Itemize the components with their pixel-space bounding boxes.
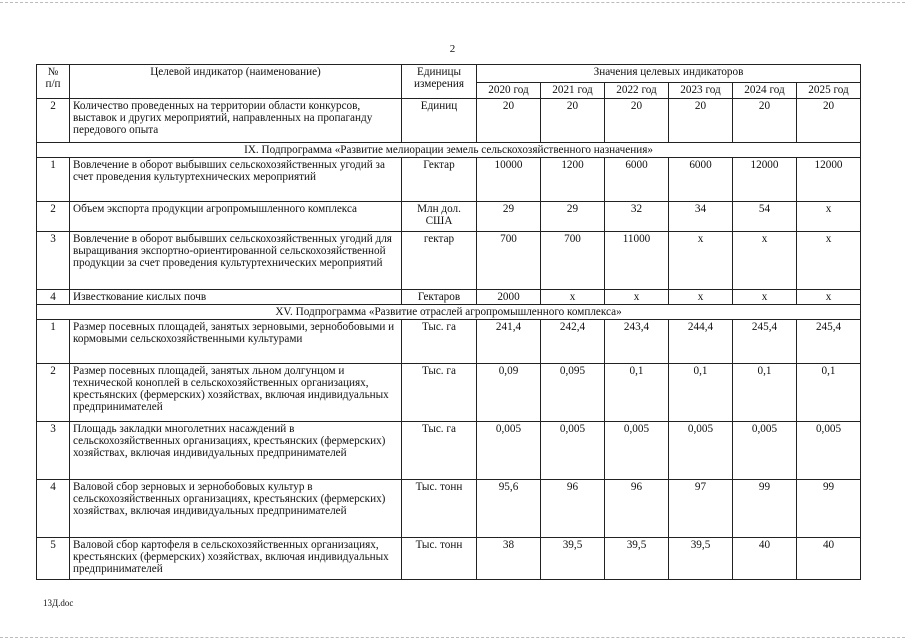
- table-row: [37, 538, 861, 580]
- table-row: [37, 480, 861, 538]
- value-cell: 99: [733, 480, 797, 538]
- indicators-table: [36, 64, 861, 580]
- value-cell: х: [605, 290, 669, 305]
- table-row: [37, 202, 861, 232]
- value-cell: 11000: [605, 232, 669, 290]
- value-cell: 20: [797, 99, 861, 143]
- value-cell: 40: [733, 538, 797, 580]
- scan-edge-top: [0, 2, 905, 3]
- value-cell: 38: [477, 538, 541, 580]
- value-cell: 6000: [669, 158, 733, 202]
- row-number: 2: [37, 202, 70, 232]
- value-cell: 0,095: [541, 364, 605, 422]
- value-cell: 10000: [477, 158, 541, 202]
- unit-cell: Тыс. га: [402, 422, 477, 480]
- value-cell: 0,1: [733, 364, 797, 422]
- value-cell: 700: [477, 232, 541, 290]
- value-cell: х: [541, 290, 605, 305]
- page-number: 2: [449, 43, 456, 55]
- value-cell: х: [669, 232, 733, 290]
- header-values: Значения целевых индикаторов: [477, 65, 861, 83]
- value-cell: 12000: [797, 158, 861, 202]
- value-cell: 0,1: [797, 364, 861, 422]
- row-number: 3: [37, 422, 70, 480]
- table-row: [37, 158, 861, 202]
- value-cell: 0,09: [477, 364, 541, 422]
- unit-cell: Гектаров: [402, 290, 477, 305]
- value-cell: 0,005: [477, 422, 541, 480]
- value-cell: 0,005: [541, 422, 605, 480]
- unit-cell: Гектар: [402, 158, 477, 202]
- indicator-name: Известкование кислых почв: [70, 290, 402, 305]
- table-row: [37, 99, 861, 143]
- unit-cell: Млн дол. США: [402, 202, 477, 232]
- table-row: [37, 232, 861, 290]
- section-title: IX. Подпрограмма «Развитие мелиорации земель сельскохозяйственного назначения»: [37, 143, 861, 158]
- value-cell: 20: [669, 99, 733, 143]
- header-year: 2024 год: [733, 83, 797, 99]
- header-year: 2025 год: [797, 83, 861, 99]
- indicator-name: Валовой сбор зерновых и зернобобовых культур в сельскохозяйственных организациях, крестьянских (фермерских) хозяйствах, включая индивидуальных предпринимателей: [70, 480, 402, 538]
- scan-edge-bottom: [0, 637, 905, 638]
- header-unit: Единицы измерения: [402, 65, 477, 99]
- unit-cell: Тыс. га: [402, 364, 477, 422]
- header-year: 2020 год: [477, 83, 541, 99]
- value-cell: 96: [541, 480, 605, 538]
- value-cell: х: [669, 290, 733, 305]
- value-cell: 39,5: [541, 538, 605, 580]
- section-title: XV. Подпрограмма «Развитие отраслей агропромышленного комплекса»: [37, 305, 861, 320]
- header-num: № п/п: [37, 65, 70, 99]
- unit-cell: Единиц: [402, 99, 477, 143]
- table-row: [37, 320, 861, 364]
- value-cell: 32: [605, 202, 669, 232]
- value-cell: 6000: [605, 158, 669, 202]
- indicator-name: Размер посевных площадей, занятых зерновыми, зернобобовыми и кормовыми сельскохозяйственными культурами: [70, 320, 402, 364]
- value-cell: 97: [669, 480, 733, 538]
- value-cell: 12000: [733, 158, 797, 202]
- value-cell: 0,005: [605, 422, 669, 480]
- value-cell: 243,4: [605, 320, 669, 364]
- row-number: 2: [37, 99, 70, 143]
- value-cell: 39,5: [669, 538, 733, 580]
- unit-cell: гектар: [402, 232, 477, 290]
- value-cell: 0,005: [669, 422, 733, 480]
- value-cell: 29: [541, 202, 605, 232]
- header-name: Целевой индикатор (наименование): [70, 65, 402, 99]
- value-cell: 0,005: [797, 422, 861, 480]
- value-cell: 2000: [477, 290, 541, 305]
- table-row: [37, 290, 861, 305]
- header-year: 2022 год: [605, 83, 669, 99]
- value-cell: 0,1: [669, 364, 733, 422]
- footer-filename: 13Д.doc: [43, 598, 74, 608]
- value-cell: 242,4: [541, 320, 605, 364]
- value-cell: 34: [669, 202, 733, 232]
- row-number: 2: [37, 364, 70, 422]
- value-cell: 39,5: [605, 538, 669, 580]
- indicator-name: Вовлечение в оборот выбывших сельскохозяйственных угодий за счет проведения культуртехнических мероприятий: [70, 158, 402, 202]
- value-cell: х: [733, 290, 797, 305]
- section-row: [37, 305, 861, 320]
- value-cell: х: [797, 290, 861, 305]
- unit-cell: Тыс. тонн: [402, 538, 477, 580]
- value-cell: х: [797, 202, 861, 232]
- table-row: [37, 364, 861, 422]
- row-number: 3: [37, 232, 70, 290]
- value-cell: 0,005: [733, 422, 797, 480]
- table-row: [37, 422, 861, 480]
- row-number: 1: [37, 320, 70, 364]
- section-row: [37, 143, 861, 158]
- value-cell: 40: [797, 538, 861, 580]
- value-cell: х: [733, 232, 797, 290]
- header-year: 2021 год: [541, 83, 605, 99]
- indicator-name: Площадь закладки многолетних насаждений в сельскохозяйственных организациях, крестьянских (фермерских) хозяйствах, включая индивидуальных предпринимателей: [70, 422, 402, 480]
- value-cell: 54: [733, 202, 797, 232]
- indicator-name: Количество проведенных на территории области конкурсов, выставок и других мероприятий, направленных на пропаганду передового опыта: [70, 99, 402, 143]
- row-number: 1: [37, 158, 70, 202]
- indicator-name: Объем экспорта продукции агропромышленного комплекса: [70, 202, 402, 232]
- value-cell: 96: [605, 480, 669, 538]
- value-cell: 20: [541, 99, 605, 143]
- value-cell: 20: [477, 99, 541, 143]
- value-cell: 245,4: [797, 320, 861, 364]
- value-cell: 20: [733, 99, 797, 143]
- row-number: 4: [37, 480, 70, 538]
- value-cell: 29: [477, 202, 541, 232]
- value-cell: 700: [541, 232, 605, 290]
- value-cell: 95,6: [477, 480, 541, 538]
- value-cell: 20: [605, 99, 669, 143]
- row-number: 5: [37, 538, 70, 580]
- value-cell: 1200: [541, 158, 605, 202]
- value-cell: 244,4: [669, 320, 733, 364]
- indicator-name: Размер посевных площадей, занятых льном долгунцом и технической коноплей в сельскохозяйственных организациях, крестьянских (фермерских) хозяйствах, включая индивидуальных предпринимателей: [70, 364, 402, 422]
- indicator-name: Вовлечение в оборот выбывших сельскохозяйственных угодий для выращивания экспортно-ориентированной сельскохозяйственной продукции за счет проведения культуртехнических мероприятий: [70, 232, 402, 290]
- indicator-name: Валовой сбор картофеля в сельскохозяйственных организациях, крестьянских (фермерских) хозяйствах, включая индивидуальных предпринимателей: [70, 538, 402, 580]
- unit-cell: Тыс. тонн: [402, 480, 477, 538]
- row-number: 4: [37, 290, 70, 305]
- value-cell: 0,1: [605, 364, 669, 422]
- value-cell: 99: [797, 480, 861, 538]
- value-cell: 241,4: [477, 320, 541, 364]
- header-year: 2023 год: [669, 83, 733, 99]
- value-cell: 245,4: [733, 320, 797, 364]
- value-cell: х: [797, 232, 861, 290]
- unit-cell: Тыс. га: [402, 320, 477, 364]
